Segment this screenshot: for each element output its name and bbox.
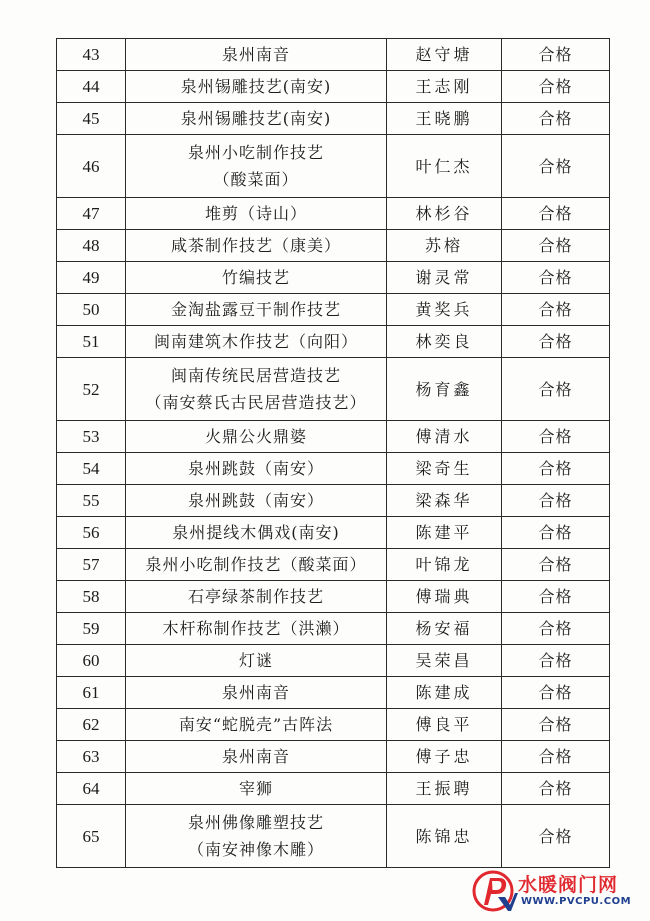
row-number: 44: [57, 71, 126, 103]
table-row: [57, 773, 610, 805]
heritage-item-line: 泉州提线木偶戏(南安): [172, 523, 340, 542]
heritage-item-line: 金淘盐露豆干制作技艺: [170, 300, 341, 319]
inheritor-name: 吴荣昌: [387, 645, 502, 677]
heritage-item: [126, 71, 387, 103]
heritage-item-line: 火鼎公火鼎婆: [204, 427, 307, 446]
table-row: [57, 549, 610, 581]
table-row: [57, 421, 610, 453]
table-row: [57, 741, 610, 773]
inheritor-name: 梁森华: [387, 485, 502, 517]
heritage-item-line: （南安神像木雕）: [187, 840, 324, 859]
assessment-result: 合格: [502, 645, 610, 677]
heritage-item-line: 石亭绿茶制作技艺: [187, 587, 324, 606]
table-row: [57, 262, 610, 294]
assessment-result: 合格: [502, 517, 610, 549]
table-row: [57, 453, 610, 485]
table-row: [57, 230, 610, 262]
heritage-item-line: 宰狮: [238, 779, 273, 798]
inheritor-name: 苏榕: [387, 230, 502, 262]
site-watermark: [472, 869, 642, 913]
inheritor-name: 梁奇生: [387, 453, 502, 485]
heritage-item: [126, 453, 387, 485]
inheritor-name: 陈锦忠: [387, 805, 502, 868]
assessment-result: 合格: [502, 485, 610, 517]
table-body: [57, 39, 610, 868]
heritage-item-line: 闽南建筑木作技艺（向阳）: [153, 332, 358, 351]
heritage-item-line: 南安“蛇脱壳”古阵法: [178, 715, 334, 734]
assessment-result: 合格: [502, 453, 610, 485]
row-number: 47: [57, 198, 126, 230]
assessment-result: 合格: [502, 198, 610, 230]
table-row: [57, 517, 610, 549]
row-number: 46: [57, 135, 126, 198]
table-row: [57, 358, 610, 421]
row-number: 43: [57, 39, 126, 71]
heritage-item: [126, 517, 387, 549]
assessment-result: 合格: [502, 358, 610, 421]
assessment-result: 合格: [502, 39, 610, 71]
table-row: [57, 485, 610, 517]
heritage-item-line: （南安蔡氏古民居营造技艺）: [145, 393, 367, 412]
inheritor-name: 傅良平: [387, 709, 502, 741]
row-number: 51: [57, 326, 126, 358]
inheritor-name: 叶锦龙: [387, 549, 502, 581]
heritage-item: [126, 709, 387, 741]
inheritor-name: 赵守塘: [387, 39, 502, 71]
assessment-result: 合格: [502, 294, 610, 326]
heritage-item-line: 泉州南音: [221, 683, 290, 702]
inheritor-name: 杨安福: [387, 613, 502, 645]
heritage-item-line: 灯谜: [238, 651, 273, 670]
table-row: [57, 294, 610, 326]
table-row: [57, 198, 610, 230]
heritage-item: [126, 581, 387, 613]
inheritor-name: 杨育鑫: [387, 358, 502, 421]
row-number: 45: [57, 103, 126, 135]
heritage-item: [126, 358, 387, 421]
table-row: [57, 805, 610, 868]
heritage-item-line: 泉州锡雕技艺(南安): [180, 109, 332, 128]
inheritor-name: 谢灵常: [387, 262, 502, 294]
heritage-item: [126, 198, 387, 230]
table-row: [57, 39, 610, 71]
heritage-item: [126, 294, 387, 326]
inheritor-name: 傅清水: [387, 421, 502, 453]
row-number: 64: [57, 773, 126, 805]
heritage-item-line: 泉州锡雕技艺(南安): [180, 77, 332, 96]
heritage-item-line: 堆剪（诗山）: [204, 204, 307, 223]
heritage-item-line: 泉州南音: [221, 45, 290, 64]
assessment-result: 合格: [502, 71, 610, 103]
heritage-item-line: 泉州跳鼓（南安）: [187, 491, 324, 510]
heritage-item-line: 泉州南音: [221, 747, 290, 766]
assessment-result: 合格: [502, 326, 610, 358]
assessment-result: 合格: [502, 709, 610, 741]
row-number: 57: [57, 549, 126, 581]
watermark-url: WWW.PVCPU.COM: [521, 896, 632, 907]
table-row: [57, 581, 610, 613]
heritage-item: [126, 805, 387, 868]
inheritor-name: 陈建平: [387, 517, 502, 549]
inheritor-name: 林杉谷: [387, 198, 502, 230]
assessment-result: 合格: [502, 773, 610, 805]
heritage-item-line: 竹编技艺: [221, 268, 290, 287]
inheritor-name: 傅子忠: [387, 741, 502, 773]
heritage-item: [126, 677, 387, 709]
table-row: [57, 103, 610, 135]
row-number: 59: [57, 613, 126, 645]
row-number: 53: [57, 421, 126, 453]
heritage-item: [126, 230, 387, 262]
inheritor-name: 王志刚: [387, 71, 502, 103]
assessment-result: 合格: [502, 549, 610, 581]
table-row: [57, 71, 610, 103]
row-number: 48: [57, 230, 126, 262]
pv-logo-icon: [472, 869, 518, 913]
heritage-item-line: 泉州小吃制作技艺（酸菜面）: [145, 555, 367, 574]
assessment-result: 合格: [502, 741, 610, 773]
table-row: [57, 677, 610, 709]
inheritor-name: 傅瑞典: [387, 581, 502, 613]
heritage-item: [126, 421, 387, 453]
heritage-item-line: 木杆称制作技艺（洪濑）: [162, 619, 350, 638]
heritage-item-line: 闽南传统民居营造技艺: [170, 366, 341, 385]
heritage-item: [126, 773, 387, 805]
heritage-item: [126, 485, 387, 517]
row-number: 50: [57, 294, 126, 326]
inheritor-assessment-table: [56, 38, 610, 868]
heritage-item: [126, 39, 387, 71]
row-number: 58: [57, 581, 126, 613]
table-row: [57, 645, 610, 677]
assessment-result: 合格: [502, 677, 610, 709]
inheritor-name: 王晓鹏: [387, 103, 502, 135]
inheritor-name: 叶仁杰: [387, 135, 502, 198]
heritage-item: [126, 741, 387, 773]
row-number: 52: [57, 358, 126, 421]
heritage-item-line: 泉州小吃制作技艺: [187, 143, 324, 162]
inheritor-name: 陈建成: [387, 677, 502, 709]
row-number: 55: [57, 485, 126, 517]
table-row: [57, 135, 610, 198]
assessment-result: 合格: [502, 581, 610, 613]
heritage-item-line: （酸菜面）: [213, 170, 299, 189]
assessment-result: 合格: [502, 103, 610, 135]
inheritor-name: 黄奖兵: [387, 294, 502, 326]
assessment-result: 合格: [502, 230, 610, 262]
row-number: 65: [57, 805, 126, 868]
inheritor-name: 林奕良: [387, 326, 502, 358]
row-number: 56: [57, 517, 126, 549]
heritage-item: [126, 549, 387, 581]
assessment-result: 合格: [502, 135, 610, 198]
assessment-result: 合格: [502, 262, 610, 294]
row-number: 61: [57, 677, 126, 709]
watermark-title: 水暖阀门网: [518, 874, 619, 896]
row-number: 62: [57, 709, 126, 741]
heritage-item: [126, 645, 387, 677]
heritage-item: [126, 103, 387, 135]
heritage-item-line: 咸茶制作技艺（康美）: [170, 236, 341, 255]
assessment-result: 合格: [502, 613, 610, 645]
row-number: 49: [57, 262, 126, 294]
inheritor-name: 王振聘: [387, 773, 502, 805]
assessment-result: 合格: [502, 805, 610, 868]
heritage-item: [126, 262, 387, 294]
row-number: 60: [57, 645, 126, 677]
table-row: [57, 326, 610, 358]
heritage-item: [126, 326, 387, 358]
heritage-item: [126, 613, 387, 645]
row-number: 63: [57, 741, 126, 773]
row-number: 54: [57, 453, 126, 485]
heritage-item: [126, 135, 387, 198]
table-row: [57, 613, 610, 645]
assessment-result: 合格: [502, 421, 610, 453]
table-row: [57, 709, 610, 741]
heritage-item-line: 泉州佛像雕塑技艺: [187, 813, 324, 832]
heritage-item-line: 泉州跳鼓（南安）: [187, 459, 324, 478]
